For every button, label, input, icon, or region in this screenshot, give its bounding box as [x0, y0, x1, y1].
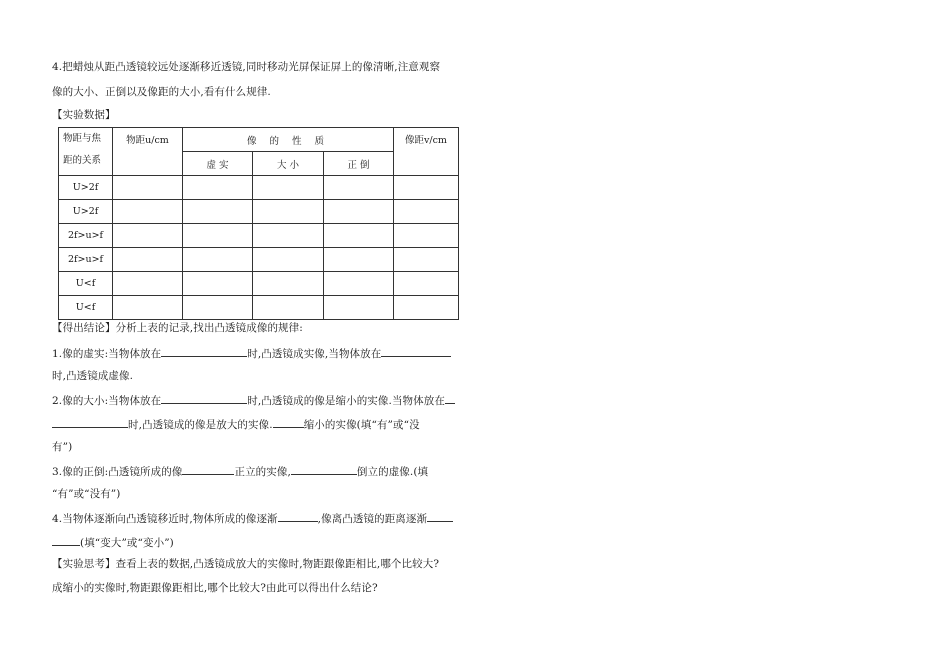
- table-row: [59, 272, 459, 296]
- row-condition: U>2f: [59, 200, 113, 224]
- data-heading: 【实验数据】: [52, 109, 116, 121]
- q2-text-b: 时,凸透镜成的像是缩小的实像.当物体放在: [247, 395, 445, 407]
- question-2-line-1: [52, 392, 455, 408]
- header-size: 大 小: [253, 152, 324, 176]
- header-relation-line-1: 物距与焦: [63, 133, 102, 144]
- header-relation-line-2: 距的关系: [63, 155, 102, 166]
- cell-real-virtual[interactable]: [183, 296, 253, 320]
- cell-real-virtual[interactable]: [183, 200, 253, 224]
- intro-line-1: 4.把蜡烛从距凸透镜较远处逐渐移近透镜,同时移动光屏保证屏上的像清晰,注意观察: [52, 61, 441, 73]
- thinking-heading: 【实验思考】: [52, 558, 116, 570]
- answer-blank[interactable]: [161, 392, 247, 404]
- thinking-line-2: 成缩小的实像时,物距跟像距相比,哪个比较大?由此可以得出什么结论?: [52, 582, 378, 594]
- cell-size[interactable]: [253, 272, 324, 296]
- header-real-virtual: 虚 实: [183, 152, 253, 176]
- cell-image-distance[interactable]: [394, 296, 459, 320]
- intro-line-2: 像的大小、正倒以及像距的大小,看有什么规律.: [52, 86, 271, 98]
- header-object-distance: 物距u/cm: [113, 128, 183, 176]
- q2-text-a: 2.像的大小:当物体放在: [52, 395, 162, 407]
- header-orientation: 正 倒: [324, 152, 394, 176]
- thinking-line-1: [52, 557, 439, 571]
- cell-object-distance[interactable]: [113, 272, 183, 296]
- header-relation: [59, 128, 113, 176]
- cell-real-virtual[interactable]: [183, 224, 253, 248]
- cell-image-distance[interactable]: [394, 248, 459, 272]
- table-row: [59, 176, 459, 200]
- answer-blank[interactable]: [52, 534, 80, 546]
- answer-blank[interactable]: [445, 392, 455, 404]
- cell-size[interactable]: [253, 200, 324, 224]
- question-3-line-1: [52, 463, 428, 479]
- question-4-line-2: [52, 534, 174, 550]
- q3-text-b: 正立的实像,: [234, 466, 291, 478]
- table-row: [59, 296, 459, 320]
- row-condition: U<f: [59, 272, 113, 296]
- header-image-nature: [183, 128, 394, 152]
- cell-size[interactable]: [253, 224, 324, 248]
- cell-orientation[interactable]: [324, 272, 394, 296]
- conclusion-intro: 分析上表的记录,找出凸透镜成像的规律:: [115, 322, 303, 334]
- question-1-line-1: [52, 345, 451, 361]
- row-condition: U>2f: [59, 176, 113, 200]
- cell-orientation[interactable]: [324, 248, 394, 272]
- thinking-text-1: 查看上表的数据,凸透镜成放大的实像时,物距跟像距相比,哪个比较大?: [115, 558, 440, 570]
- header-image-nature-text: 像 的 性 质: [246, 135, 330, 147]
- q2-text-d: 缩小的实像(填“有”或“没: [303, 419, 420, 431]
- cell-object-distance[interactable]: [113, 248, 183, 272]
- q4-text-c: (填“变大”或“变小”): [80, 537, 174, 549]
- cell-real-virtual[interactable]: [183, 248, 253, 272]
- answer-blank[interactable]: [381, 345, 451, 357]
- question-2-line-2: [52, 416, 420, 432]
- row-condition: U<f: [59, 296, 113, 320]
- experiment-data-table: [58, 127, 459, 320]
- cell-orientation[interactable]: [324, 200, 394, 224]
- answer-blank[interactable]: [278, 510, 318, 522]
- question-1-line-2: 时,凸透镜成虚像.: [52, 370, 134, 382]
- cell-orientation[interactable]: [324, 176, 394, 200]
- row-condition: 2f>u>f: [59, 224, 113, 248]
- row-condition: 2f>u>f: [59, 248, 113, 272]
- answer-blank[interactable]: [291, 463, 357, 475]
- cell-orientation[interactable]: [324, 224, 394, 248]
- answer-blank[interactable]: [161, 345, 247, 357]
- table-row: [59, 224, 459, 248]
- answer-blank[interactable]: [427, 510, 453, 522]
- q1-text-a: 1.像的虚实:当物体放在: [52, 348, 162, 360]
- cell-object-distance[interactable]: [113, 296, 183, 320]
- cell-size[interactable]: [253, 176, 324, 200]
- conclusion-heading: 【得出结论】: [52, 322, 116, 334]
- cell-real-virtual[interactable]: [183, 176, 253, 200]
- q4-text-b: ,像离凸透镜的距离逐渐: [317, 513, 428, 525]
- table-row: [59, 200, 459, 224]
- cell-image-distance[interactable]: [394, 200, 459, 224]
- cell-image-distance[interactable]: [394, 176, 459, 200]
- question-4-line-1: [52, 510, 453, 526]
- q2-text-c: 时,凸透镜成的像是放大的实像.: [128, 419, 273, 431]
- cell-orientation[interactable]: [324, 296, 394, 320]
- q1-text-b: 时,凸透镜成实像,当物体放在: [247, 348, 382, 360]
- cell-image-distance[interactable]: [394, 224, 459, 248]
- cell-object-distance[interactable]: [113, 200, 183, 224]
- table-row: [59, 248, 459, 272]
- q3-text-c: 倒立的虚像.(填: [356, 466, 429, 478]
- cell-real-virtual[interactable]: [183, 272, 253, 296]
- q4-text-a: 4.当物体逐渐向凸透镜移近时,物体所成的像逐渐: [52, 513, 278, 525]
- cell-object-distance[interactable]: [113, 176, 183, 200]
- answer-blank[interactable]: [182, 463, 234, 475]
- conclusion-heading-line: [52, 321, 303, 335]
- question-3-line-2: “有”或“没有”): [52, 488, 121, 500]
- answer-blank[interactable]: [52, 416, 128, 428]
- answer-blank[interactable]: [273, 416, 304, 428]
- header-image-distance: 像距v/cm: [394, 128, 459, 176]
- cell-size[interactable]: [253, 296, 324, 320]
- cell-image-distance[interactable]: [394, 272, 459, 296]
- question-2-line-3: 有”): [52, 441, 73, 453]
- cell-size[interactable]: [253, 248, 324, 272]
- cell-object-distance[interactable]: [113, 224, 183, 248]
- q3-text-a: 3.像的正倒:凸透镜所成的像: [52, 466, 183, 478]
